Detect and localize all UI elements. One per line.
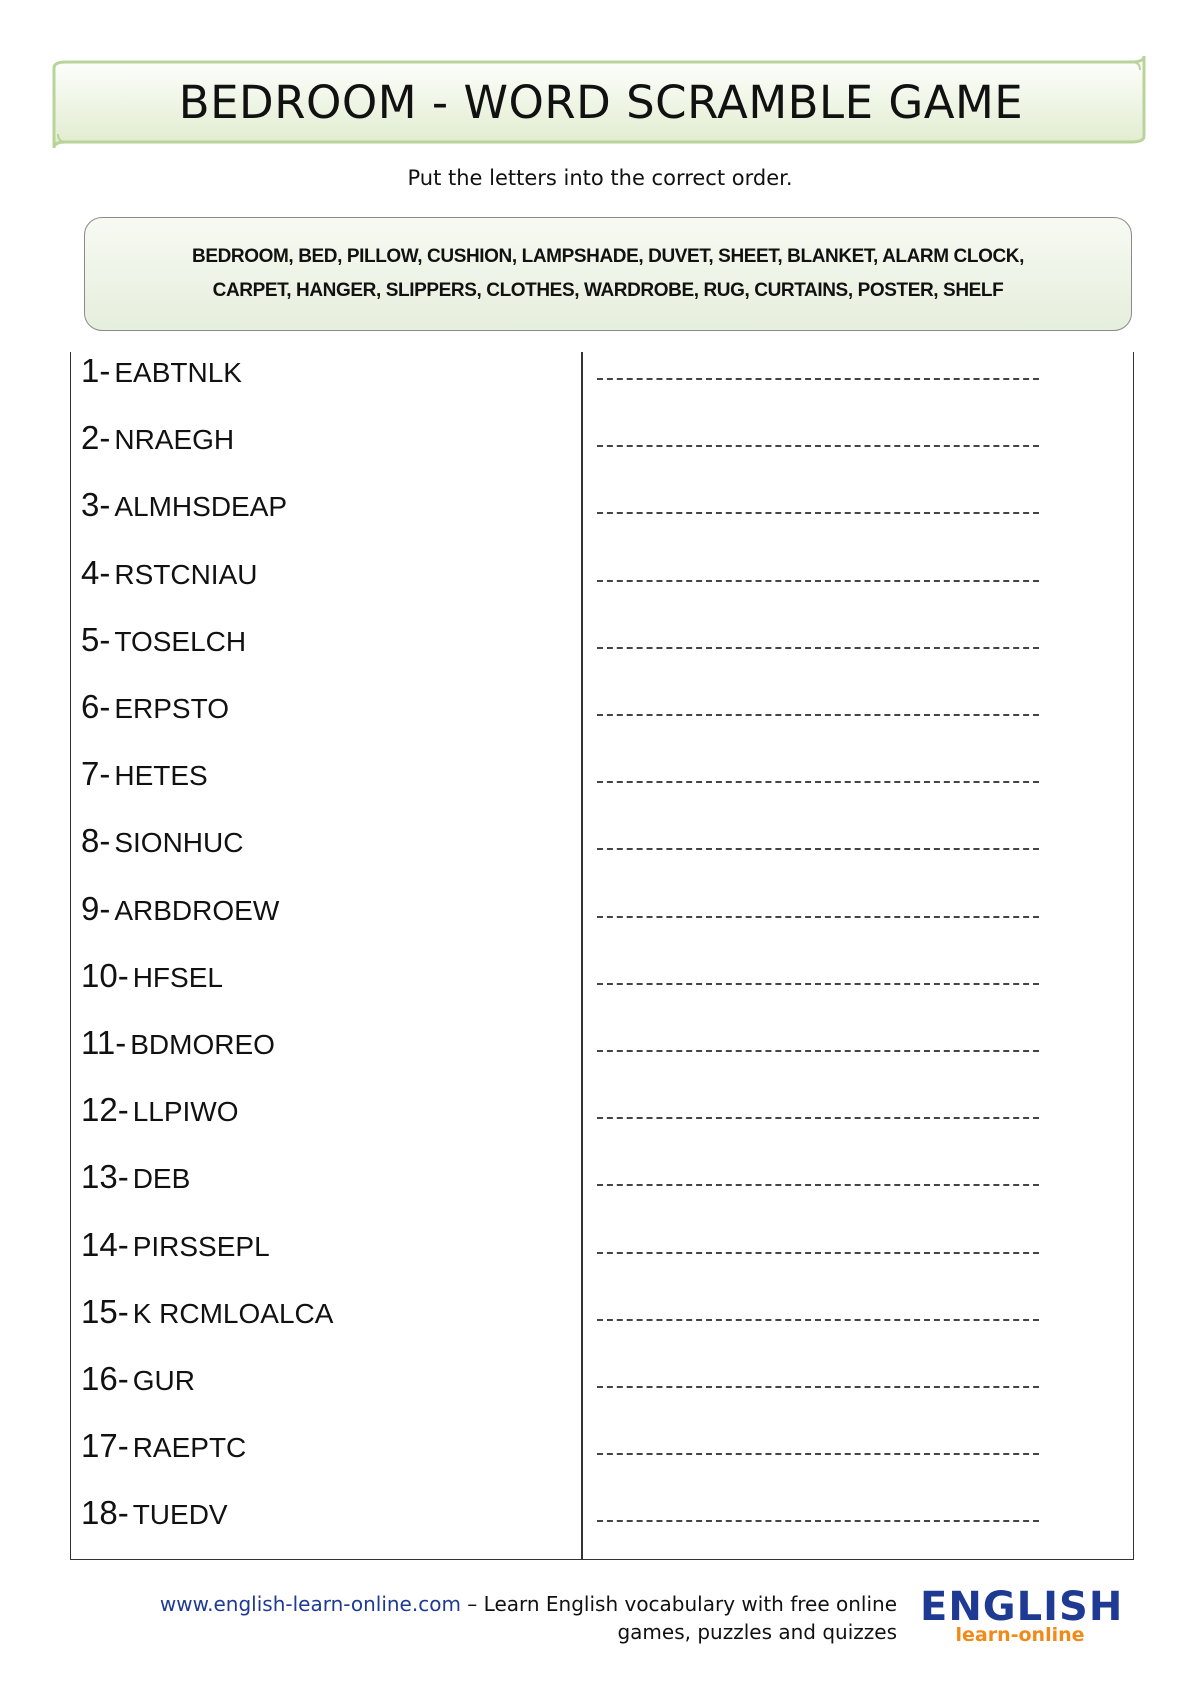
scrambled-word: HFSEL [132,961,223,993]
scrambled-word: NRAEGH [114,424,235,456]
item-number: 18- [81,1494,129,1532]
item-number: 6- [81,688,111,725]
table-row [71,688,1133,755]
answer-blank[interactable] [597,580,1039,582]
answer-blank[interactable] [597,1050,1039,1052]
item-number: 5- [81,620,111,658]
item-number: 4- [81,553,111,591]
answer-blank[interactable] [597,781,1039,783]
scrambled-clue [81,1360,195,1398]
scrambled-word: ALMHSDEAP [114,491,288,523]
scrambled-clue [81,419,234,457]
answer-blank[interactable] [597,1520,1039,1522]
scrambled-clue [81,890,279,928]
table-row [71,957,1133,1024]
answer-blank[interactable] [597,1453,1039,1455]
word-bank [84,217,1132,331]
scrambled-clue [81,621,246,659]
website-link[interactable]: www.english-learn-online.com [159,1592,461,1616]
scrambled-word: HETES [114,760,208,792]
answer-blank[interactable] [597,647,1039,649]
table-row [71,486,1133,553]
answer-blank[interactable] [597,916,1039,918]
scrambled-word: EABTNLK [114,357,242,388]
scrambled-clue [81,957,223,995]
table-row [71,890,1133,957]
scrambled-word: ARBDROEW [114,894,280,926]
table-row [71,419,1133,486]
answer-blank[interactable] [597,714,1039,716]
item-number: 12- [81,1091,129,1129]
answer-blank[interactable] [597,983,1039,985]
answer-blank[interactable] [597,1386,1039,1388]
table-row [71,1158,1133,1225]
word-bank-line-1: BEDROOM, BED, PILLOW, CUSHION, LAMPSHADE, DUVET, SHEET, BLANKET, ALARM CLOCK, [192,246,1024,267]
scrambled-clue [81,554,257,592]
title-banner [52,56,1150,148]
item-number: 1- [81,352,111,389]
scrambled-clue [81,688,229,726]
answer-blank[interactable] [597,1117,1039,1119]
table-row [71,1360,1133,1427]
instruction-text: Put the letters into the correct order. [407,166,793,190]
table-row [71,554,1133,621]
table-row [71,1293,1133,1360]
item-number: 16- [81,1360,129,1397]
scrambled-word: ERPSTO [114,693,229,724]
scrambled-word: TOSELCH [114,625,247,657]
table-row [71,1427,1133,1494]
scrambled-word: SIONHUC [114,827,244,859]
scrambled-clue [81,1293,333,1331]
item-number: 7- [81,755,111,793]
answer-blank[interactable] [597,1184,1039,1186]
item-number: 13- [81,1158,129,1196]
scrambled-clue [81,1427,246,1465]
scrambled-word: BDMOREO [130,1029,275,1060]
scrambled-clue [81,822,243,860]
item-number: 3- [81,486,111,524]
table-row [71,1226,1133,1293]
item-number: 17- [81,1427,129,1465]
footer-tagline-1: – Learn English vocabulary with free online [460,1592,897,1616]
answer-blank[interactable] [597,445,1039,447]
answer-blank[interactable] [597,1319,1039,1321]
footer-tagline-2: games, puzzles and quizzes [617,1620,897,1644]
word-bank-line-2: CARPET, HANGER, SLIPPERS, CLOTHES, WARDROBE, RUG, CURTAINS, POSTER, SHELF [212,280,1004,301]
table-row [71,621,1133,688]
table-row [71,1091,1133,1158]
scrambled-clue [81,1091,239,1129]
item-number: 14- [81,1225,129,1263]
scrambled-word: RSTCNIAU [114,558,258,590]
footer [52,1590,897,1646]
english-learn-online-logo [920,1584,1124,1646]
scrambled-clue [81,1494,228,1532]
scrambled-clue [81,486,287,524]
page-title: BEDROOM - WORD SCRAMBLE GAME [178,75,1024,129]
table-row [71,1494,1133,1561]
table-row [71,822,1133,889]
scrambled-clue [81,1226,270,1264]
scrambled-clue [81,1158,190,1196]
scrambled-word: RAEPTC [132,1432,247,1464]
item-number: 11- [81,1024,127,1061]
scrambled-word: LLPIWO [132,1096,239,1128]
scramble-table [70,352,1134,1560]
table-row [71,1024,1133,1091]
item-number: 10- [81,956,129,994]
logo-text-learn-online: learn-online [955,1624,1085,1646]
answer-blank[interactable] [597,1252,1039,1254]
table-row [71,352,1133,419]
table-row [71,755,1133,822]
answer-blank[interactable] [597,848,1039,850]
item-number: 8- [81,822,111,860]
scrambled-word: DEB [132,1163,191,1195]
answer-blank[interactable] [597,512,1039,514]
answer-blank[interactable] [597,378,1039,380]
scrambled-word: TUEDV [132,1499,228,1531]
logo-text-english: ENGLISH [920,1584,1124,1630]
scrambled-clue [81,352,242,390]
scrambled-clue [81,1024,275,1062]
item-number: 2- [81,419,111,457]
scrambled-word: PIRSSEPL [132,1230,270,1262]
scrambled-word: GUR [132,1365,195,1396]
scrambled-word: K RCMLOALCA [132,1297,334,1329]
item-number: 15- [81,1292,129,1330]
scrambled-clue [81,755,208,793]
item-number: 9- [81,889,111,927]
